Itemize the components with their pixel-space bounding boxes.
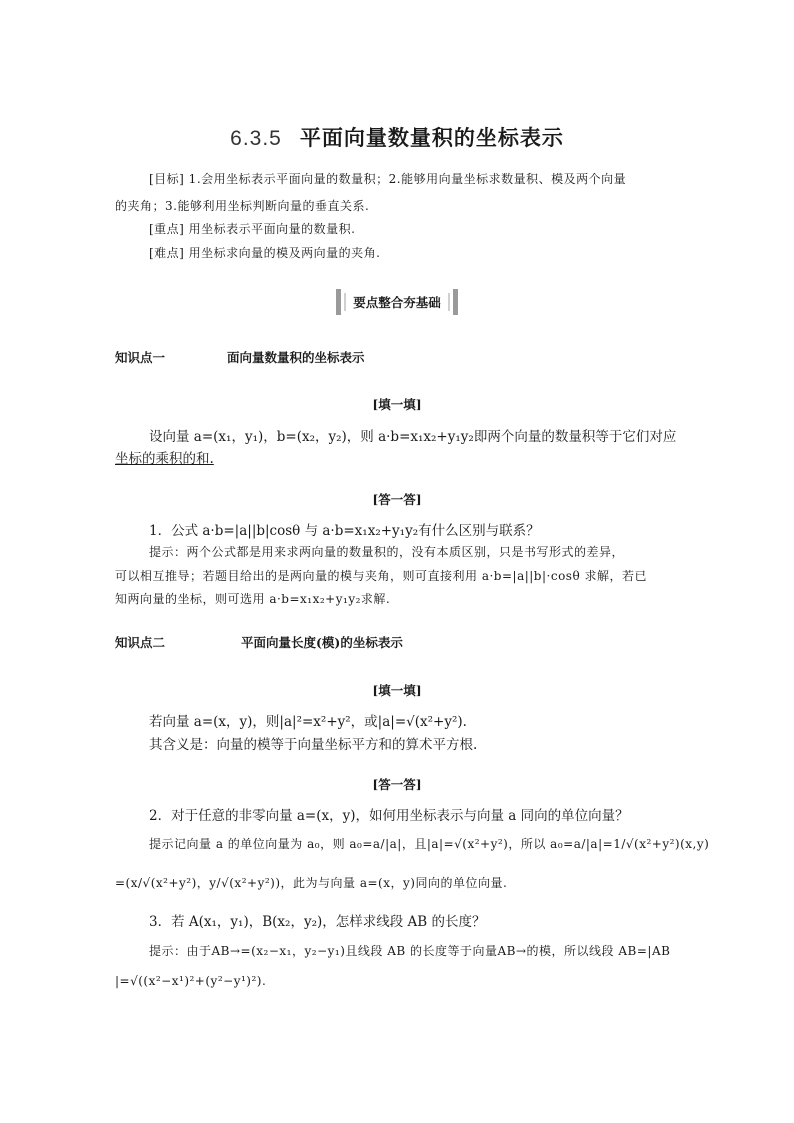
goals-line-2: 的夹角；3.能够利用坐标判断向量的垂直关系. [115, 199, 370, 213]
section-banner [336, 289, 458, 315]
difficult-point-line: [难点] 用坐标求向量的模及两向量的夹角. [149, 246, 381, 260]
answer-2-line-1: 提示记向量 a 的单位向量为 a₀，则 a₀=a/|a|，且|a|=√(x²+y²)，所以 a₀=a/|a|=1/√(x²+y²)(x,y) [149, 837, 710, 851]
kp1-ask-title: [答一答] [372, 492, 422, 507]
kp1-label: 知识点一 [115, 350, 166, 365]
question-3: 3．若 A(x₁，y₁)，B(x₂，y₂)，怎样求线段 AB 的长度？ [149, 914, 486, 930]
page-title [0, 122, 794, 152]
kp2-label: 知识点二 [115, 635, 166, 650]
kp1-fill-line-1: 设向量 a=(x₁，y₁)，b=(x₂，y₂)，则 a·b=x₁x₂+y₁y₂即两个向量的数量积等于它们对应 [149, 429, 677, 445]
kp2-fill-line-2: 其含义是：向量的模等于向量坐标平方和的算术平方根. [149, 737, 478, 753]
answer-3-line-1: 提示：由于AB→=(x₂−x₁，y₂−y₁)且线段 AB 的长度等于向量AB→的模，所以线段 AB=|AB [149, 944, 671, 958]
title-text: 平面向量数量积的坐标表示 [299, 125, 564, 150]
kp1-fill-title: [填一填] [372, 397, 422, 412]
answer-1-line-3: 知两向量的坐标，则可选用 a·b=x₁x₂+y₁y₂求解. [115, 592, 391, 606]
kp1-fill-line-2: 坐标的乘积的和. [115, 451, 214, 467]
key-point-line: [重点] 用坐标表示平面向量的数量积. [149, 222, 356, 236]
goals-line-1: [目标] 1.会用坐标表示平面向量的数量积；2.能够用向量坐标求数量积、模及两个向量 [149, 172, 627, 186]
kp2-title: 平面向量长度(模)的坐标表示 [241, 635, 403, 650]
question-1: 1．公式 a·b=|a||b|cosθ 与 a·b=x₁x₂+y₁y₂有什么区别与联系？ [149, 523, 540, 539]
question-2: 2．对于任意的非零向量 a=(x，y)，如何用坐标表示与向量 a 同向的单位向量？ [149, 808, 629, 824]
answer-1-line-2: 可以相互推导；若题目给出的是两向量的模与夹角，则可直接利用 a·b=|a||b|·cosθ 求解，若已 [115, 569, 647, 583]
answer-1-line-1: 提示：两个公式都是用来求两向量的数量积的，没有本质区别，只是书写形式的差异， [149, 545, 625, 559]
kp2-fill-line-1: 若向量 a=(x，y)，则|a|²=x²+y²，或|a|=√(x²+y²). [149, 714, 467, 730]
answer-3-line-2: |=√((x²−x¹)²+(y²−y¹)²). [115, 974, 267, 988]
section-banner-text: 要点整合夯基础 [353, 295, 441, 310]
answer-2-line-2: =(x/√(x²+y²)，y/√(x²+y²))，此为与向量 a=(x，y)同向的单位向量. [115, 876, 508, 890]
title-number: 6.3.5 [230, 127, 282, 150]
kp2-fill-title: [填一填] [372, 683, 422, 698]
kp1-title: 面向量数量积的坐标表示 [227, 350, 365, 365]
kp2-ask-title: [答一答] [372, 777, 422, 792]
